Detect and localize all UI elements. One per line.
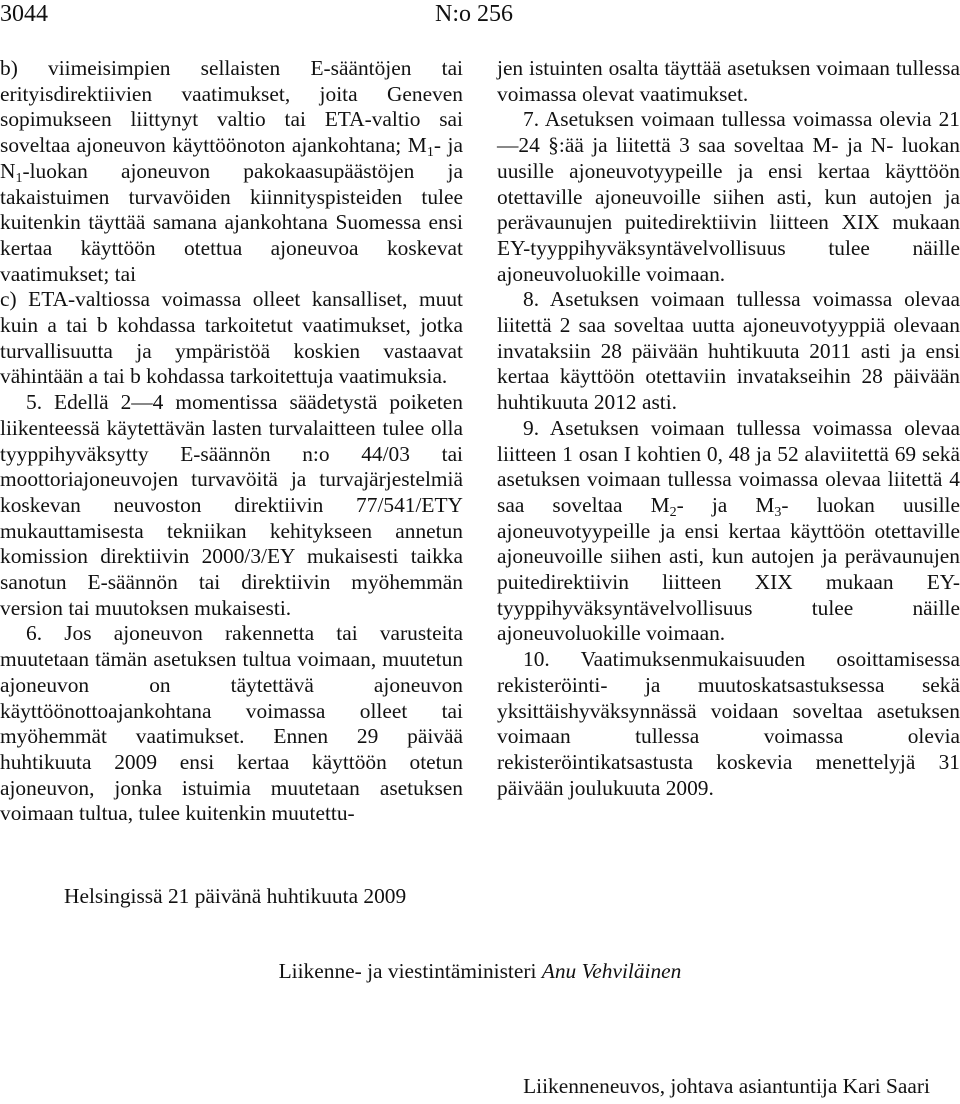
place-and-date: Helsingissä 21 päivänä huhtikuuta 2009 <box>64 884 407 908</box>
subscript: 3 <box>774 504 782 520</box>
right-column <box>497 56 960 801</box>
issue-number: N:o 256 <box>435 1 513 27</box>
official-signature: Liikenneneuvos, johtava asiantuntija Kari Saari <box>523 1074 930 1098</box>
vehicle-class-m: M <box>407 133 427 158</box>
paragraph-5: 5. Edellä 2—4 momentissa säädetystä poiketen liikenteessä käytettävän lasten turvalaitteen tulee olla tyyppihyväksytty E-säännön n:o 44/03 tai moottoriajoneuvojen turvavöitä ja turvajärjestelmiä koskevan neuvoston direktiivin 77/541/ETY mukauttamisesta tekniikan kehitykseen annetun komission direktiivin 2000/3/EY mukaisesti taikka sanotun E-säännön tai direktiivin myöhemmän version tai muutoksen mukaisesti. <box>0 390 463 620</box>
paragraph-9-text: 9. Asetuksen voimaan tullessa voimassa olevaa liitteen 1 osan I kohtien 0, 48 ja 52 alaviitettä 69 sekä asetuksen voimaan tullessa voimassa olevaa liitettä 4 saa soveltaa M <box>497 415 960 517</box>
paragraph-9 <box>497 416 960 647</box>
subscript: 2 <box>669 504 677 520</box>
minister-name: Anu Vehviläinen <box>541 959 682 983</box>
paragraph-b <box>0 56 463 287</box>
paragraph-7: 7. Asetuksen voimaan tullessa voimassa olevia 21—24 §:ää ja liitettä 3 saa soveltaa M- ja N- luokan uusille ajoneuvotyypeille ja ensi kertaa käyttöön otettaville ajoneuvoille siihen asti, kun autojen ja perävaunujen puitedirektiivin liitteen XIX mukaan EY-tyyppihyväksyntävelvollisuus tulee näille ajoneuvoluokille voimaan. <box>497 107 960 286</box>
subscript: 1 <box>15 170 23 186</box>
minister-signature <box>0 958 960 984</box>
vehicle-class-m3: - ja M <box>676 492 775 517</box>
page-number: 3044 <box>0 1 48 27</box>
paragraph-6: 6. Jos ajoneuvon rakennetta tai varusteita muutetaan tämän asetuksen tultua voimaan, muutetun ajoneuvon on täytettävä ajoneuvon käyttöönottoajankohtana voimassa olleet tai myöhemmät vaatimukset. Ennen 29 päivää huhtikuuta 2009 ensi kertaa käyttöön otetun ajoneuvon, jonka istuimia muutetaan asetuksen voimaan tultua, tulee kuitenkin muutettu- <box>0 621 463 826</box>
vehicle-class-n: - ja N <box>0 133 463 183</box>
subscript: 1 <box>426 145 434 161</box>
paragraph-b-rest: -luokan ajoneuvon pakokaasupäästöjen ja takaistuimen turvavöiden kiinnityspisteiden tulee kuitenkin täyttää samana ajankohtana Suomessa ensi kertaa käyttöön otettua ajoneuvoa koskevat vaatimukset; tai <box>0 158 463 286</box>
paragraph-b-text: b) viimeisimpien sellaisten E-sääntöjen tai erityisdirektiivien vaatimukset, joita Geneven sopimukseen liittynyt valtio tai ETA-valtio sai soveltaa ajoneuvon käyttöönoton ajankohtana; <box>0 56 463 158</box>
minister-title: Liikenne- ja viestintäministeri <box>278 959 537 983</box>
paragraph-8: 8. Asetuksen voimaan tullessa voimassa olevaa liitettä 2 saa soveltaa uutta ajoneuvotyyppiä olevaan invataksiin 28 päivään huhtikuuta 2011 asti ja ensi kertaa käyttöön otettaviin invatakseihin 28 päivään huhtikuuta 2012 asti. <box>497 287 960 415</box>
paragraph-c: c) ETA-valtiossa voimassa olleet kansalliset, muut kuin a tai b kohdassa tarkoitetut vaatimukset, jotka turvallisuutta ja ympäristöä koskien vastaavat vähintään a tai b kohdassa tarkoitettuja vaatimuksia. <box>0 287 463 389</box>
page-header <box>0 0 960 40</box>
paragraph-10: 10. Vaatimuksenmukaisuuden osoittamisessa rekisteröinti- ja muutoskatsastuksessa sekä yksittäishyväksynnässä voidaan soveltaa asetuksen voimaan tullessa voimassa olevia rekisteröintikatsastusta koskevia menettelyjä 31 päivään joulukuuta 2009. <box>497 647 960 800</box>
paragraph-6-continued: jen istuinten osalta täyttää asetuksen voimaan tullessa voimassa olevat vaatimukset. <box>497 56 960 106</box>
left-column <box>0 56 463 827</box>
paragraph-9-rest: - luokan uusille ajoneuvotyypeille ja ensi kertaa käyttöön otettaville ajoneuvoille siihen asti, kun autojen ja perävaunujen puitedirektiivin liitteen XIX mukaan EY-tyyppihyväksyntävelvollisuus tulee näille ajoneuvoluokille voimaan. <box>497 492 960 646</box>
